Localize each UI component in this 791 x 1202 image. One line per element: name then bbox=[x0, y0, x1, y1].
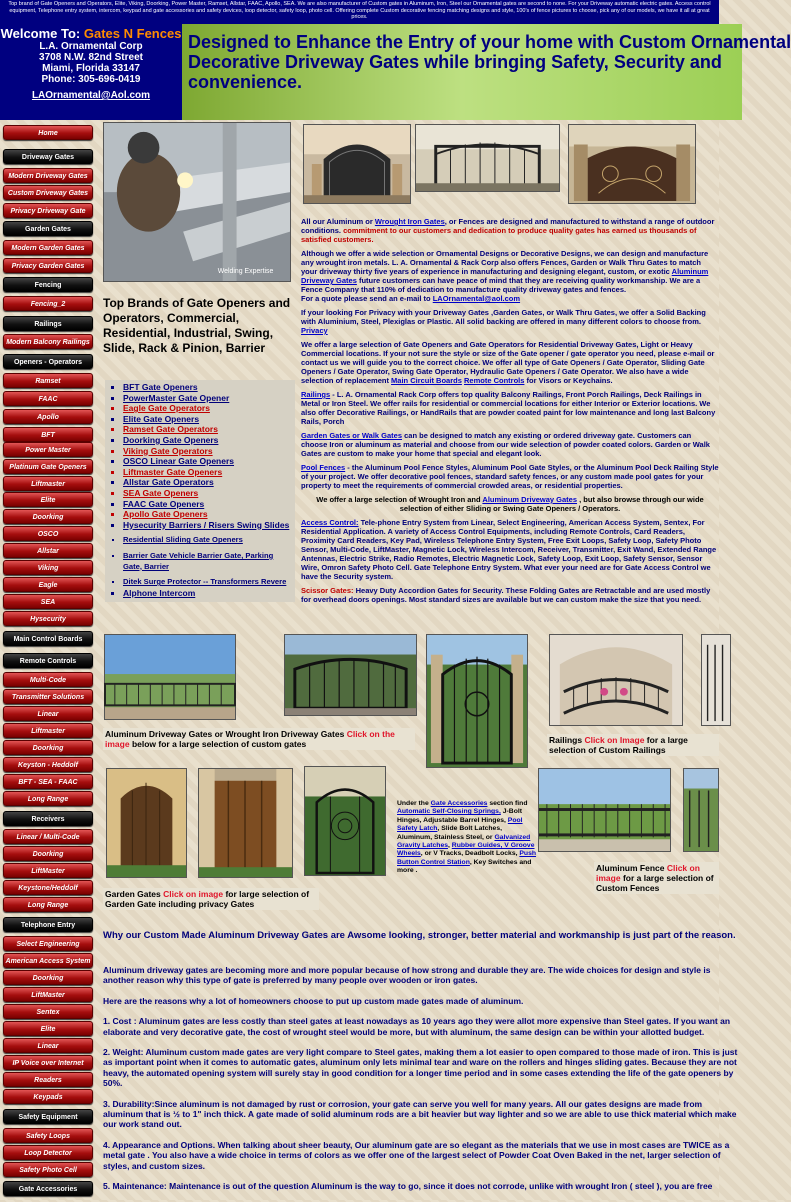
sidebar-item-telephone-entry[interactable]: Telephone Entry bbox=[3, 917, 93, 932]
sidebar-item-eagle[interactable]: Eagle bbox=[3, 577, 93, 592]
brand-link[interactable]: ▪ OSCO Linear Gate Openers bbox=[123, 456, 291, 467]
push-button-station-link[interactable]: Push Button Control Station bbox=[397, 850, 537, 866]
gate-accessories-link[interactable]: Gate Accessories bbox=[430, 800, 488, 807]
brand-name: Gates N Fences bbox=[83, 26, 182, 41]
brand-link[interactable]: ▪ Alphone Intercom bbox=[123, 588, 291, 599]
main-content bbox=[97, 122, 738, 1200]
company-info bbox=[0, 24, 182, 120]
acc-text-g: , Key Switches and more . bbox=[397, 858, 532, 875]
p4-text-b: for Visors or Keychains. bbox=[524, 376, 613, 385]
sidebar-item-safety-equipment[interactable]: Safety Equipment bbox=[3, 1109, 93, 1124]
email-link[interactable]: LAOrnamental@Aol.com bbox=[31, 90, 151, 101]
city-address: Miami, Florida 33147 bbox=[42, 63, 140, 74]
sidebar-item-liftmaster[interactable]: LiftMaster bbox=[3, 987, 93, 1002]
sidebar-item-receivers[interactable]: Receivers bbox=[3, 811, 93, 826]
gate-photo-1[interactable] bbox=[303, 124, 411, 204]
sidebar-item-privacy-garden-gates[interactable]: Privacy Garden Gates bbox=[3, 258, 93, 273]
scissor-gates-label: Scissor Gates: bbox=[301, 586, 354, 595]
sidebar-item-remote-controls[interactable]: Remote Controls bbox=[3, 653, 93, 668]
article-paragraph-3: 1. Cost : Aluminum gates are less costly than steel gates at least nowadays as 10 years ago they were allot more expensive than Steel gates. If you want an elaborate and very decorative gate, the cost of wrought steel would be more, but with aluminum, the same design can be within your allotted budget. bbox=[103, 1016, 731, 1037]
railing-photo-2[interactable] bbox=[701, 634, 731, 726]
article-paragraph-1: Aluminum driveway gates are becoming more and more popular because of how strong and durable they are. The wide choices for design and style is another reason why this type of gate is preferred by many people over wooden or iron gates. bbox=[103, 965, 711, 986]
company-name: L.A. Ornamental Corp bbox=[39, 41, 143, 52]
sidebar-item-ip-voice-over-internet[interactable]: IP Voice over Internet bbox=[3, 1055, 93, 1070]
sidebar-item-allstar[interactable]: Allstar bbox=[3, 543, 93, 558]
sidebar-item-readers[interactable]: Readers bbox=[3, 1072, 93, 1087]
sidebar-item-transmitter-solutions[interactable]: Transmitter Solutions bbox=[3, 689, 93, 704]
railings-caption bbox=[547, 734, 719, 756]
accessories-text bbox=[397, 800, 537, 876]
sidebar-item-keystone-heddolf[interactable]: Keystone/Heddolf bbox=[3, 880, 93, 895]
intro-text bbox=[301, 217, 719, 609]
pool-safety-latch-link[interactable]: Pool Safety Latch bbox=[397, 816, 523, 833]
sidebar-item-gate-accessories[interactable]: Gate Accessories bbox=[3, 1181, 93, 1196]
sidebar-item-apollo[interactable]: Apollo bbox=[3, 409, 93, 424]
driveway-click-link[interactable]: Click on the image bbox=[105, 729, 395, 749]
welding-photo[interactable] bbox=[103, 122, 291, 282]
welcome-line bbox=[0, 26, 182, 41]
banner-line-1: Designed to Enhance the Entry of your home with Custom Ornamental bbox=[188, 32, 791, 52]
intro-paragraph-3 bbox=[301, 308, 719, 335]
sidebar-item-keypads[interactable]: Keypads bbox=[3, 1089, 93, 1104]
garden-gate-photo-3[interactable] bbox=[304, 766, 386, 876]
article-paragraph-6: 4. Appearance and Options. When talking about sheer beauty, Our aluminum gate are so elegant as the materials that we use in most cases are TWICE as a metal gate . You also have a wide choice in terms of colors as we offer one of the largest select of Powder Coat Oven Baked in the net, larger selection of styles, and custom sizes. bbox=[103, 1139, 730, 1171]
garden-gates-link[interactable]: Garden Gates or Walk Gates bbox=[301, 431, 403, 440]
p3-text: If your looking For Privacy with your Driveway Gates ,Garden Gates, or Walk Thru Gates, we offer a Solid Backing with Aluminium, Steel, Plexiglas or Plastic. All solid backing are offered in many different colors to choose from. bbox=[301, 308, 706, 326]
brand-link[interactable]: ▪ Apollo Gate Openers bbox=[123, 509, 291, 520]
self-closing-springs-link[interactable]: Automatic Self-Closing Springs, bbox=[397, 808, 501, 816]
railings-caption-text-b: for a large selection of Custom Railings bbox=[549, 735, 688, 755]
brand-link[interactable]: ▪ PowerMaster Gate Opener bbox=[123, 393, 291, 404]
p2-quote: For a quote please send an e-mail to bbox=[301, 294, 431, 303]
sidebar-item-doorking[interactable]: Doorking bbox=[3, 509, 93, 524]
p8-text: We offer a large selection of Wrought Iron and bbox=[316, 495, 481, 504]
sidebar-item-driveway-gates[interactable]: Driveway Gates bbox=[3, 149, 93, 164]
acc-text-c: J-Bolt Hinges, Adjustable Barrel Hinges, bbox=[397, 808, 523, 824]
sidebar-item-keyston-heddolf[interactable]: Keyston - Heddolf bbox=[3, 757, 93, 772]
p9-text: Tele-phone Entry System from Linear, Select Engineering, American Access System, Sentex, For Residential Application. A variety of Access Control Equipments, including Remote Controls, Card Readers, Proximity Card Readers, Key Pad, Wireless Telephone Entry System, Free Exit Loops, Safety Loop, Safety Photo Sensor, Multi-Code, LiftMaster, Magnetic Lock, Wireless Intercom, Receiver, Transmitter, Exit Wand, Extended Range Antennas, Electric Strike, Radio Remotes, Electric Magnetic Lock, Safety Loop, Exit Loop, Safety Sensor, Sensor Wire, Omron Safety Photo Cell. Gate Telephone Entry System. What ever your need are for Gate Access Control we have the Security system. bbox=[301, 518, 717, 581]
intro-paragraph-1 bbox=[301, 217, 719, 244]
sidebar-item-loop-detector[interactable]: Loop Detector bbox=[3, 1145, 93, 1160]
driveway-caption-text-b: below for a large selection of custom gates bbox=[129, 739, 307, 749]
sidebar-item-bft-sea-faac[interactable]: BFT - SEA - FAAC bbox=[3, 774, 93, 789]
gate-photo-3[interactable] bbox=[568, 124, 696, 204]
intro-paragraph-5 bbox=[301, 390, 719, 426]
fence-photo-1[interactable] bbox=[538, 768, 671, 852]
top-brands-headline: Top Brands of Gate Openers and Operators, Commercial, Residential, Industrial, Swing, Slide, Rack & Pinion, Barrier bbox=[103, 296, 291, 355]
why-aluminum-title: Why our Custom Made Aluminum Driveway Gates are Awsome looking, stronger, better material and workmanship is just part of the reason. bbox=[103, 930, 736, 941]
sidebar-item-power-master[interactable]: Power Master bbox=[3, 442, 93, 457]
sidebar-item-safety-loops[interactable]: Safety Loops bbox=[3, 1128, 93, 1143]
sidebar-item-garden-gates[interactable]: Garden Gates bbox=[3, 221, 93, 236]
sidebar-item-viking[interactable]: Viking bbox=[3, 560, 93, 575]
top-keyword-banner: Top brand of Gate Openers and Operators, Elite, Viking, Doorking, Power Master, Ramset, Allstar, FAAC, Apollo, SEA. We are also manufacturer of Custom gates in Aluminum, Iron, Steel our Ornamental gates are second to none. For your Driveway automatic electric gates. Access control equipment, Telephone entry system, intercom, keypad and gate accessories and safety devices, loop detector, safety loop, photo cell. Offering complete Custom decorative fencing matching designs and style, 100's of fence pictures to choose, pick any of our models, we have it all at great prices. bbox=[0, 0, 719, 24]
sidebar-item-doorking[interactable]: Doorking bbox=[3, 970, 93, 985]
sidebar-item-elite[interactable]: Elite bbox=[3, 1021, 93, 1036]
sidebar-item-doorking[interactable]: Doorking bbox=[3, 740, 93, 755]
railing-photo-1[interactable] bbox=[549, 634, 683, 726]
brand-link[interactable]: ▪ SEA Gate Openers bbox=[123, 488, 291, 499]
acc-text-d: , Slide Bolt Latches, Aluminum, Stainless Steel, or bbox=[397, 825, 503, 841]
p10-text: Heavy Duty Accordion Gates for Security. These Folding Gates are Retractable and are used mostly for overhead doors openings. Most standard sizes are available but we can custom make the size that you need. bbox=[301, 586, 711, 604]
privacy-link[interactable]: Privacy bbox=[301, 326, 328, 335]
fence-caption-text-b: for a large selection of Custom Fences bbox=[596, 873, 714, 893]
p4-text: We offer a large selection of Gate Openers and Gate Operators for Residential Driveway Gates, Light or Heavy Commercial locations. If your not sure the style or size of the Gate opener / gate operator you need, please e-mail or contact us we will guide you to the correct choice. We offer all type of Gate Openers / Gate Operator, Sliding Gate Openers / Gate Operator, Swing Gate Operator, Hydraulic Gate Openers / Gate Operator. We also have a wide selection of replacement bbox=[301, 340, 715, 385]
intro-paragraph-9 bbox=[301, 518, 719, 581]
intro-paragraph-8 bbox=[301, 495, 719, 513]
acc-text-e: , bbox=[448, 842, 452, 850]
brand-list bbox=[105, 380, 295, 602]
driveway-gate-photo-1[interactable] bbox=[104, 634, 236, 720]
sidebar-item-osco[interactable]: OSCO bbox=[3, 526, 93, 541]
sidebar-item-long-range[interactable]: Long Range bbox=[3, 897, 93, 912]
sidebar-item-liftmaster[interactable]: LiftMaster bbox=[3, 863, 93, 878]
gravity-latches-link[interactable]: Galvanized Gravity Latches bbox=[397, 833, 531, 850]
sidebar-item-hysecurity[interactable]: Hysecurity bbox=[3, 611, 93, 626]
sidebar-item-modern-garden-gates[interactable]: Modern Garden Gates bbox=[3, 240, 93, 255]
brand-link[interactable]: ▪ BFT Gate Openers bbox=[123, 382, 291, 393]
fence-photo-2[interactable] bbox=[683, 768, 719, 852]
driveway-caption-text: Aluminum Driveway Gates or Wrought Iron Driveway Gates bbox=[105, 729, 347, 739]
intro-paragraph-7 bbox=[301, 463, 719, 490]
p1-text-b: , or Fences are designed and manufactured to withstand a range of outdoor conditions. bbox=[301, 217, 715, 235]
pool-fences-link[interactable]: Pool Fences bbox=[301, 463, 346, 472]
garden-gate-photo-2[interactable] bbox=[198, 768, 293, 878]
sidebar-item-linear[interactable]: Linear bbox=[3, 706, 93, 721]
wrought-iron-gates-link[interactable]: Wrought Iron Gates bbox=[374, 217, 445, 226]
sidebar-item-main-control-boards[interactable]: Main Control Boards bbox=[3, 631, 93, 646]
acc-text-f: , or V Tracks, Deadbolt Locks, bbox=[420, 850, 520, 858]
sidebar-item-home[interactable]: Home bbox=[3, 125, 93, 140]
sidebar-item-safety-photo-cell[interactable]: Safety Photo Cell bbox=[3, 1162, 93, 1177]
sidebar-item-openers-operators[interactable]: Openers - Operators bbox=[3, 354, 93, 369]
sidebar-item-elite[interactable]: Elite bbox=[3, 492, 93, 507]
sidebar-item-sea[interactable]: SEA bbox=[3, 594, 93, 609]
p5-text: - L. A. Ornamental Rack Corp offers top quality Balcony Railings, Front Porch Railings, Deck Railings in Metal or Iron Steel. We offer rails for residential or commercial locations for either Interior or Exterior locations. We also offer Decorative Railings, or HandRails that are powder coated paint for low maintenance and long last Balcony Rails, Porch bbox=[301, 390, 716, 426]
driveway-gate-photo-2[interactable] bbox=[284, 634, 417, 716]
brand-link[interactable]: ▪ Elite Gate Openers bbox=[123, 414, 291, 425]
article-paragraph-5: 3. Durability:Since aluminum is not damaged by rust or corrosion, your gate can serve you well for many years. All our gates designs are made from aluminum that is ½ to 1" inch thick. A gate made of solid aluminum rods are a bit heavier but way lighter and so we are able to use thick material which make our work stand out. bbox=[103, 1098, 737, 1130]
access-control-link[interactable]: Access Control: bbox=[301, 518, 359, 527]
fence-caption-text: Aluminum Fence bbox=[596, 863, 667, 873]
phone-number: Phone: 305-696-0419 bbox=[41, 74, 141, 85]
sidebar-item-liftmaster[interactable]: Liftmaster bbox=[3, 476, 93, 491]
driveway-gates-caption bbox=[103, 728, 415, 750]
banner-line-2: Decorative Driveway Gates while bringing Safety, Security and bbox=[188, 52, 722, 72]
street-address: 3708 N.W. 82nd Street bbox=[39, 52, 143, 63]
welding-caption: Welding Expertise bbox=[217, 268, 274, 276]
brand-link[interactable]: ▪ Ramset Gate Operators bbox=[123, 424, 291, 435]
p2-text-b: future customers can have peace of mind that they are receiving quality workmanship. We are a Fence Company that 110% of dedication to manufacture quality driveway gates and fences. bbox=[301, 276, 701, 294]
sidebar-item-modern-balcony-railings[interactable]: Modern Balcony Railings bbox=[3, 334, 93, 349]
brand-link[interactable]: ▪ Residential Sliding Gate Openers bbox=[123, 535, 291, 546]
banner-line-3: convenience. bbox=[188, 72, 303, 92]
garden-caption bbox=[103, 888, 319, 910]
gate-photo-2[interactable] bbox=[415, 124, 560, 192]
intro-paragraph-4 bbox=[301, 340, 719, 385]
brand-link[interactable]: ▪ Doorking Gate Openers bbox=[123, 435, 291, 446]
sidebar-item-fencing-2[interactable]: Fencing_2 bbox=[3, 296, 93, 311]
brand-link[interactable]: ▪ FAAC Gate Openers bbox=[123, 499, 291, 510]
sidebar-item-railings[interactable]: Railings bbox=[3, 316, 93, 331]
brand-link[interactable]: ▪ Eagle Gate Operators bbox=[123, 403, 291, 414]
acc-text-b: section find bbox=[487, 800, 528, 807]
intro-paragraph-6 bbox=[301, 431, 719, 458]
sidebar-item-fencing[interactable]: Fencing bbox=[3, 277, 93, 292]
p7-text: - the Aluminum Pool Fence Styles, Aluminum Pool Gate Styles, or the Aluminum Pool Deck Railing Style of your project. We offer decorative pool fences, standard safety fences, or any custom made pool gates for your property to meet the requirements of commercial crowded areas, or residential properties. bbox=[301, 463, 719, 490]
brand-link[interactable]: ▪ Liftmaster Gate Openers bbox=[123, 467, 291, 478]
garden-gate-photo-1[interactable] bbox=[106, 768, 187, 878]
railings-caption-text: Railings bbox=[549, 735, 585, 745]
sidebar-item-platinum-gate-openers[interactable]: Platinum Gate Openers bbox=[3, 459, 93, 474]
article-paragraph-7: 5. Maintenance: Maintenance is out of the question Aluminum is the way to go, since it does not corrode, unlike with wrought Iron ( steel ), you are free bbox=[103, 1181, 713, 1192]
sidebar-item-privacy-driveway-gate[interactable]: Privacy Driveway Gate bbox=[3, 203, 93, 218]
p6-text: can be designed to match any existing or ordered driveway gate. Customers can choose Iron or aluminum as material and choose from our wide selection of powder coated colors. Garden or Walk Gates are custom to make your home that special and elegant look. bbox=[301, 431, 710, 458]
aluminum-driveway-gates-link[interactable]: Aluminum Driveway Gates bbox=[301, 267, 709, 285]
article-paragraph-4: 2. Weight: Aluminum custom made gates are very light compare to Steel gates, making them a lot easier to open compared to those made of iron. This is just as important point when it comes to automatic gates, aluminum only lets minimal tear and ware on the rollers and hinges sliding gates. Because they are not heavy, the automated opening system will surely stay in good condition for a longer time period and in some cases extending the life of the gate openers by 50%. bbox=[103, 1047, 738, 1089]
welcome-label: Welcome To: bbox=[0, 26, 81, 41]
remote-controls-link[interactable]: Remote Controls bbox=[463, 376, 525, 385]
sidebar-item-ramset[interactable]: Ramset bbox=[3, 373, 93, 388]
quote-email-link[interactable]: LAOrnamental@aol.com bbox=[432, 294, 521, 303]
p8-text-b: , but also browse through our wide selection of either Sliding or Swing Gate Openers / Operators. bbox=[399, 495, 704, 513]
intro-paragraph-10 bbox=[301, 586, 719, 604]
sidebar-item-custom-driveway-gates[interactable]: Custom Driveway Gates bbox=[3, 185, 93, 200]
garden-caption-text-b: for large selection of Garden Gate including privacy Gates bbox=[105, 889, 310, 909]
sidebar-item-long-range[interactable]: Long Range bbox=[3, 791, 93, 806]
driveway-gate-photo-3[interactable] bbox=[426, 634, 528, 768]
fence-click-link[interactable]: Click on image bbox=[596, 863, 700, 883]
p2-text: Although we offer a wide selection or Ornamental Designs or Decorative Designs, we can design and manufacture any wrought iron metals. L. A. Ornamental & Rack Corp also offers Fences, Garden or Walk Thru Gates to match your driveway thirty five years of experience in manufacturing and designing elegant, custom, or exotic bbox=[301, 249, 709, 276]
p1-commitment: commitment to our customers and dedication to produce quality gates has earned us thousands of satisfied customers. bbox=[301, 226, 697, 244]
sidebar-item-sentex[interactable]: Sentex bbox=[3, 1004, 93, 1019]
sidebar-item-multi-code[interactable]: Multi-Code bbox=[3, 672, 93, 687]
garden-click-link[interactable]: Click on image bbox=[163, 889, 224, 899]
sidebar-item-linear-multi-code[interactable]: Linear / Multi-Code bbox=[3, 829, 93, 844]
intro-paragraph-2 bbox=[301, 249, 719, 303]
sidebar-item-faac[interactable]: FAAC bbox=[3, 391, 93, 406]
sidebar-item-liftmaster[interactable]: Liftmaster bbox=[3, 723, 93, 738]
brand-link[interactable]: ▪ Viking Gate Operators bbox=[123, 446, 291, 457]
fence-caption bbox=[594, 862, 719, 894]
sidebar-item-american-access-system[interactable]: American Access System bbox=[3, 953, 93, 968]
article-paragraph-2: Here are the reasons why a lot of homeowners choose to put up custom made gates made of aluminum. bbox=[103, 995, 524, 1006]
hero-banner bbox=[182, 24, 791, 120]
site-header bbox=[0, 24, 791, 120]
railings-link[interactable]: Railings bbox=[301, 390, 331, 399]
brand-link[interactable]: ▪ Hysecurity Barriers / Risers Swing Slides bbox=[123, 520, 291, 531]
rubber-guides-link[interactable]: Rubber Guides, V Groove Wheels bbox=[397, 842, 535, 858]
sidebar-item-bft[interactable]: BFT bbox=[3, 427, 93, 442]
garden-caption-text: Garden Gates bbox=[105, 889, 164, 899]
sidebar-nav bbox=[0, 122, 97, 1200]
sidebar-item-select-engineering[interactable]: Select Engineering bbox=[3, 936, 93, 951]
p1-text: All our Aluminum or bbox=[301, 217, 375, 226]
sidebar-item-modern-driveway-gates[interactable]: Modern Driveway Gates bbox=[3, 168, 93, 183]
aluminum-driveway-gates-link-2[interactable]: Aluminum Driveway Gates bbox=[482, 495, 578, 504]
acc-text-a: Under the bbox=[397, 800, 431, 807]
aluminum-article bbox=[103, 965, 743, 1202]
brand-link[interactable]: ▪ Allstar Gate Operators bbox=[123, 477, 291, 488]
sidebar-item-doorking[interactable]: Doorking bbox=[3, 846, 93, 861]
sidebar-item-linear[interactable]: Linear bbox=[3, 1038, 93, 1053]
railings-click-link[interactable]: Click on Image bbox=[584, 735, 645, 745]
brand-link[interactable]: ▪ Ditek Surge Protector -- Transformers Revere bbox=[123, 577, 291, 588]
brand-link[interactable]: ▪ Barrier Gate Vehicle Barrier Gate, Parking Gate, Barrier bbox=[123, 551, 291, 572]
main-circuit-boards-link[interactable]: Main Circuit Boards bbox=[391, 376, 462, 385]
